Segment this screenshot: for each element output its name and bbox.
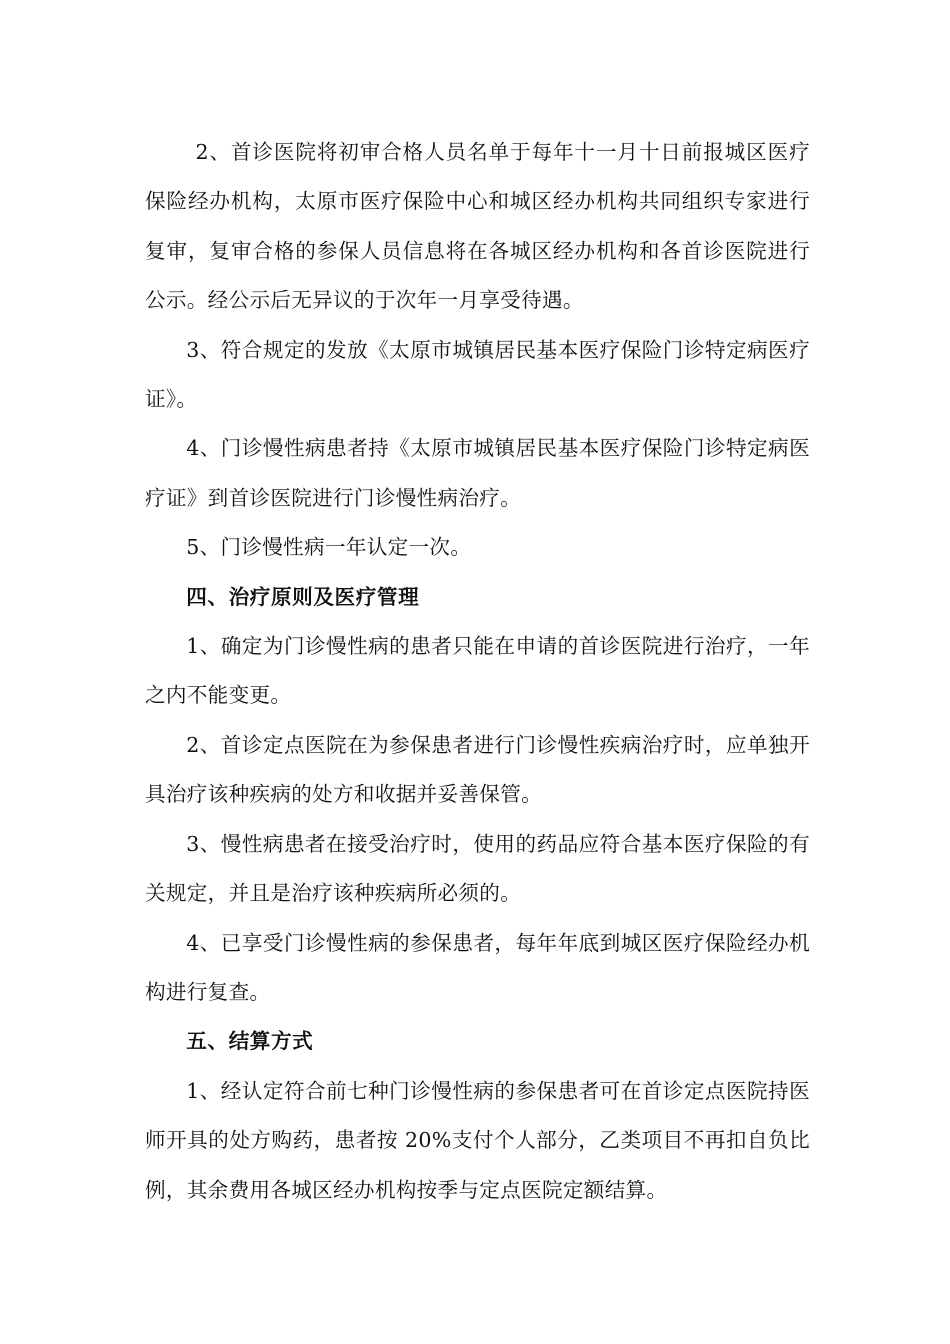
paragraph-annual-assessment: 5、门诊慢性病一年认定一次。 bbox=[186, 535, 472, 560]
paragraph-review-publicity: 2、首诊医院将初审合格人员名单于每年十一月十日前报城区医疗保险经办机构，太原市医疗保险中心和城区经办机构共同组织专家进行复审，复审合格的参保人员信息将在各城区经办机构和各首诊医院进行公示。经公示后无异议的于次年一月享受待遇。 bbox=[145, 140, 810, 313]
paragraph-settlement-method: 1、经认定符合前七种门诊慢性病的参保患者可在首诊定点医院持医师开具的处方购药，患者按 20%支付个人部分，乙类项目不再扣自负比例，其余费用各城区经办机构按季与定点医院定额结算。 bbox=[145, 1078, 810, 1202]
paragraph-drug-rules: 3、慢性病患者在接受治疗时，使用的药品应符合基本医疗保险的有关规定，并且是治疗该种疾病所必须的。 bbox=[145, 831, 810, 906]
paragraph-annual-recheck: 4、已享受门诊慢性病的参保患者，每年年底到城区医疗保险经办机构进行复查。 bbox=[145, 930, 810, 1004]
document-body bbox=[145, 128, 810, 1215]
section-heading-treatment-principles: 四、治疗原则及医疗管理 bbox=[186, 584, 420, 609]
paragraph-treatment-with-certificate: 4、门诊慢性病患者持《太原市城镇居民基本医疗保险门诊特定病医疗证》到首诊医院进行门诊慢性病治疗。 bbox=[145, 436, 810, 510]
section-heading-settlement: 五、结算方式 bbox=[186, 1029, 314, 1054]
paragraph-separate-prescription: 2、首诊定点医院在为参保患者进行门诊慢性疾病治疗时，应单独开具治疗该种疾病的处方和收据并妥善保管。 bbox=[145, 732, 810, 807]
paragraph-designated-hospital: 1、确定为门诊慢性病的患者只能在申请的首诊医院进行治疗，一年之内不能变更。 bbox=[145, 634, 810, 708]
paragraph-certificate-issue: 3、符合规定的发放《太原市城镇居民基本医疗保险门诊特定病医疗证》。 bbox=[145, 337, 810, 412]
